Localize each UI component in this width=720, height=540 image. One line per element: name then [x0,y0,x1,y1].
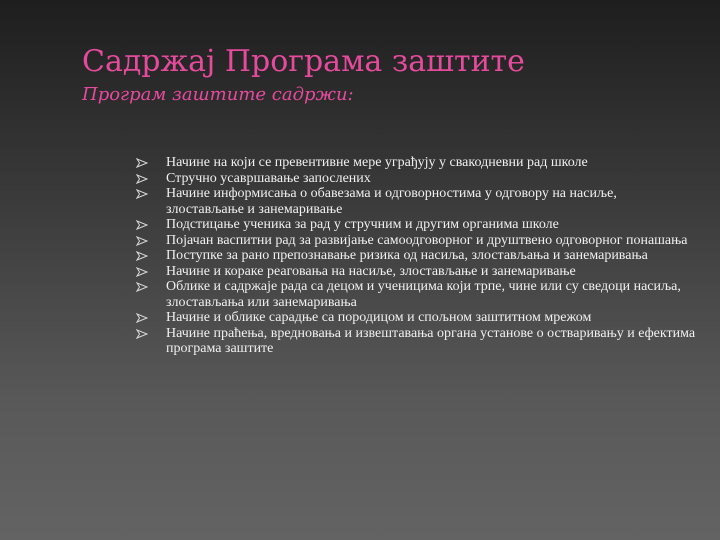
hollow-arrow-bullet-icon [136,310,150,326]
list-item [136,155,696,171]
hollow-arrow-bullet-icon [136,326,150,342]
hollow-arrow-bullet-icon [136,217,150,233]
list-item [136,248,696,264]
slide-subtitle: Програм заштите садржи: [82,84,354,105]
list-item [136,310,696,326]
list-item [136,326,696,357]
hollow-arrow-bullet-icon [136,264,150,280]
hollow-arrow-bullet-icon [136,248,150,264]
list-item-text: Начине и кораке реаговања на насиље, злостављање и занемаривање [166,263,576,279]
list-item-text: Поступке за рано препознавање ризика од насиља, злостављања и занемаривања [166,248,648,263]
list-item-text: Појачан васпитни рад за развијање самоодговорног и друштвено одговорног понашања [166,232,688,248]
list-item-text: Облике и садржаје рада са децом и ученицима који трпе, чине или су сведоци насиља, злостављања или занемаривања [166,279,681,310]
list-item [136,279,696,310]
list-item-text: Начине информисања о обавезама и одговорностима у одговору на насиље, злостављање и занемаривање [166,186,617,217]
hollow-arrow-bullet-icon [136,171,150,187]
hollow-arrow-bullet-icon [136,279,150,295]
list-item-text: Начине на који се превентивне мере уграђују у свакодневни рад школе [166,155,588,170]
hollow-arrow-bullet-icon [136,186,150,202]
hollow-arrow-bullet-icon [136,155,150,171]
list-item-text: Подстицање ученика за рад у стручним и другим органима школе [166,217,559,232]
list-item-text: Начине и облике сарадње са породицом и спољном заштитном мрежом [166,310,592,325]
list-item [136,217,696,233]
hollow-arrow-bullet-icon [136,233,150,249]
list-item [136,186,696,217]
list-item-text: Стручно усавршавање запослених [166,170,371,186]
bullet-list [136,155,696,357]
list-item-text: Начине праћења, вредновања и извештавања органа установе о остваривању и ефектима програма заштите [166,325,696,356]
list-item [136,233,696,249]
slide-title: Садржај Програма заштите [82,44,525,79]
list-item [136,171,696,187]
list-item [136,264,696,280]
